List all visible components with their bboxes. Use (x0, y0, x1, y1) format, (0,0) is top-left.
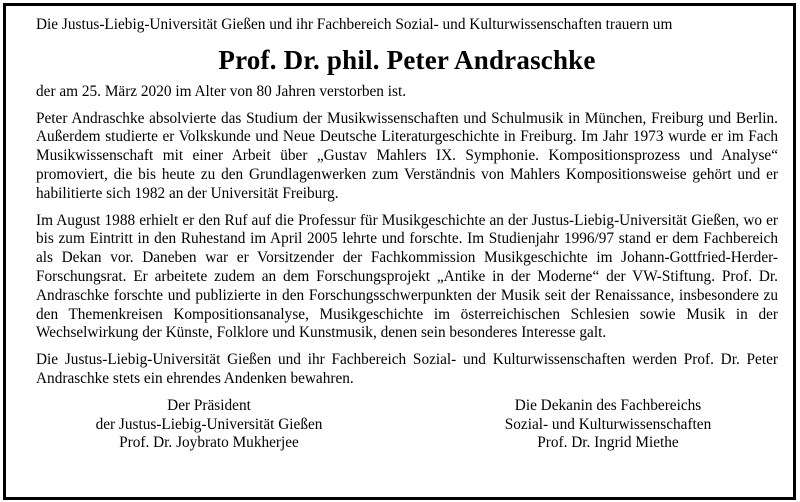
signature-dean-role: Die Dekanin des Fachbereichs (514, 396, 702, 414)
signature-dean-org: Sozial- und Kulturwissenschaften (504, 415, 712, 433)
signature-president-org: der Justus-Liebig-Universität Gießen (95, 415, 323, 433)
paragraph-remembrance: Die Justus-Liebig-Universität Gießen und ihr Fachbereich Sozial- und Kulturwissenschaften werden Prof. Dr. Peter Andraschke stets ein ehrendes Andenken bewahren. (36, 351, 778, 387)
signatures (36, 397, 778, 453)
intro-text: Die Justus-Liebig-Universität Gießen und ihr Fachbereich Sozial- und Kulturwissenschaften trauern um (36, 16, 673, 33)
paragraph-career: Peter Andraschke absolvierte das Studium der Musikwissenschaften und Schulmusik in München, Freiburg und Berlin. Außerdem studierte er Volkskunde und Neue Deutsche Literaturgeschichte in Freiburg. Im Jahr 1973 wurde er im Fach Musikwissenschaft mit einer Arbeit über „Gustav Mahlers IX. Symphonie. Kompositionsprozess und Analyse“ promoviert, die bis heute zu den Grundlagenwerken zum Verständnis von Mahlers Kompositionsweise gehört und er habilitierte sich 1982 an der Universität Freiburg. (36, 109, 778, 202)
signature-president (54, 397, 364, 453)
paragraph-professorship: Im August 1988 erhielt er den Ruf auf die Professur für Musikgeschichte an der Justus-Liebig-Universität Gießen, wo er bis zum Eintritt in den Ruhestand im April 2005 lehrte und forschte. Im Studienjahr 1996/97 stand er dem Fachbereich als Dekan vor. Daneben war er Vorsitzender der Fachkommission Musikgeschichte im Johann-Gottfried-Herder-Forschungsrat. Er arbeitete zudem an dem Forschungsprojekt „Antike in der Moderne“ der VW-Stiftung. Prof. Dr. Andraschke forschte und publizierte in den Forschungsschwerpunkten der Musik seit der Renaissance, insbesondere zu den Themenkreisen Kompositionsanalyse, Musikgeschichte im österreichischen Schlesien sowie Musik in der Wechselwirkung der Künste, Folklore und Kunstmusik, denen sein besonderes Interesse galt. (36, 211, 778, 342)
death-statement: der am 25. März 2020 im Alter von 80 Jahren verstorben ist. (36, 82, 407, 100)
signature-president-role: Der Präsident (167, 396, 251, 414)
signature-dean (448, 397, 768, 453)
obituary-content (36, 16, 778, 453)
signature-dean-person: Prof. Dr. Ingrid Miethe (537, 434, 679, 452)
obituary-notice (3, 3, 796, 500)
deceased-name: Prof. Dr. phil. Peter Andraschke (218, 44, 596, 75)
signature-president-person: Prof. Dr. Joybrato Mukherjee (119, 434, 299, 452)
